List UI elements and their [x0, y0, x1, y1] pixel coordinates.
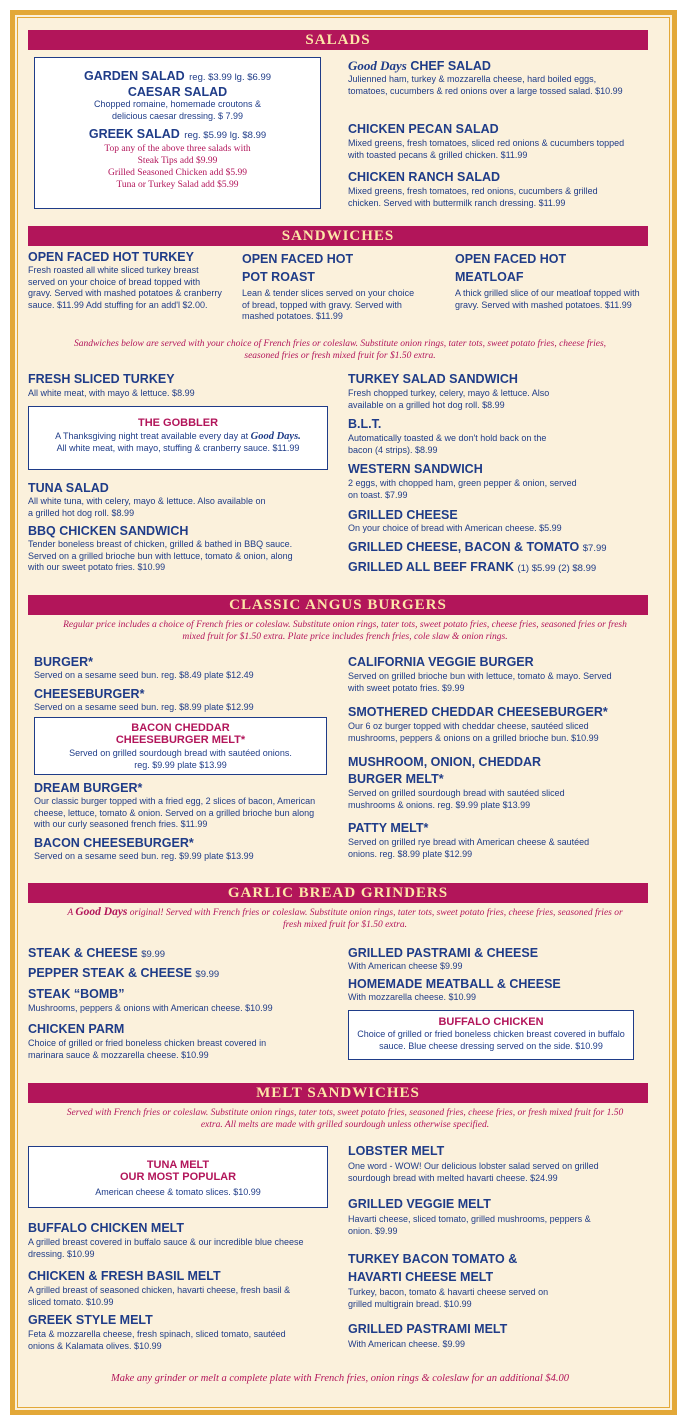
sandwiches-note: Sandwiches below are served with your choice of French fries or coleslaw. Substitute onion rings, tater tots, sweet potato fries, cheese fries, seasoned fries or fresh mixed fruit for $1.50 extra. [73, 339, 607, 361]
smothered-desc: Our 6 oz burger topped with cheddar cheese, sautéed sliced mushrooms, peppers & onions on a grilled brioche bun. $10.99 [348, 721, 599, 743]
burger-title: BURGER* [34, 655, 94, 669]
fresh-turkey-desc: All white meat, with mayo & lettuce. $8.99 [28, 388, 195, 398]
gobbler-desc-2: All white meat, with mayo, stuffing & cranberry sauce. $11.99 [56, 442, 300, 453]
grilled-cheese-title: GRILLED CHEESE [348, 508, 458, 522]
pepper-steak-price: $9.99 [195, 969, 220, 980]
footer-note: Make any grinder or melt a complete plate with French fries, onion rings & coleslaw for an additional $4.00 [110, 1373, 570, 1384]
greek-melt-desc: Feta & mozzarella cheese, fresh spinach, sliced tomato, sautéed onions & Kalamata olives. $10.99 [28, 1329, 286, 1351]
meatloaf-title: OPEN FACED HOT MEATLOAF [455, 252, 567, 284]
meatball-desc: With mozzarella cheese. $10.99 [348, 992, 477, 1002]
blt-title: B.L.T. [348, 417, 382, 431]
steak-cheese-price: $9.99 [141, 949, 166, 960]
caesar-desc: Chopped romaine, homemade croutons & delicious caesar dressing. $ 7.99 [93, 99, 262, 121]
gcbt-line [348, 540, 607, 554]
chef-title-line [348, 58, 491, 74]
western-desc: 2 eggs, with chopped ham, green pepper & onion, served on toast. $7.99 [348, 478, 577, 500]
buffalo-chicken-title: BUFFALO CHICKEN [438, 1016, 544, 1028]
bbq-title: BBQ CHICKEN SANDWICH [28, 524, 189, 538]
tuna-melt-desc: American cheese & tomato slices. $10.99 [95, 1187, 261, 1197]
salad-addon-2: Steak Tips add $9.99 [137, 156, 218, 166]
salad-addon-4: Tuna or Turkey Salad add $5.99 [116, 180, 239, 190]
garden-price: reg. $3.99 lg. $6.99 [189, 72, 272, 83]
basil-melt-title: CHICKEN & FRESH BASIL MELT [28, 1269, 221, 1283]
gobbler-box [28, 406, 328, 470]
pecan-title: CHICKEN PECAN SALAD [348, 122, 499, 136]
salads-header: SALADS [28, 30, 648, 50]
gcbt-price: $7.99 [582, 543, 607, 554]
dream-desc: Our classic burger topped with a fried egg, 2 slices of bacon, American cheese, lettuce, tomato & onion. Served on a grilled brioche bun along with our curly seasoned french fries. $11.99 [34, 796, 316, 829]
bbq-desc: Tender boneless breast of chicken, grilled & bathed in BBQ sauce. Served on a grilled brioche bun with lettuce, tomato & onion, along with our sweet potato fries. $10.99 [28, 539, 293, 572]
meatloaf-desc: A thick grilled slice of our meatloaf topped with gravy. Served with mashed potatoes. $11.99 [455, 288, 640, 310]
pastrami-melt-desc: With American cheese. $9.99 [348, 1339, 466, 1349]
turkey-bacon-melt-title: TURKEY BACON TOMATO & HAVARTI CHEESE MELT [348, 1252, 518, 1284]
ranch-title: CHICKEN RANCH SALAD [348, 170, 501, 184]
tuna-melt-box [28, 1146, 328, 1208]
pecan-desc: Mixed greens, fresh tomatoes, sliced red onions & cucumbers topped with toasted pecans & grilled chicken. $11.99 [348, 138, 625, 160]
bacon-cheeseburger-title: BACON CHEESEBURGER* [34, 836, 194, 850]
mushroom-title: MUSHROOM, ONION, CHEDDAR BURGER MELT* [348, 755, 542, 786]
gobbler-brand: Good Days. [250, 431, 301, 442]
tuna-melt-popular: OUR MOST POPULAR [119, 1171, 237, 1183]
buffalo-chicken-box [348, 1010, 634, 1060]
chef-desc: Julienned ham, turkey & mozzarella cheese, hard boiled eggs, tomatoes, cucumbers & red onions over a large tossed salad. $10.99 [348, 74, 623, 96]
steak-cheese-title: STEAK & CHEESE [28, 946, 138, 960]
grinders-note [60, 906, 630, 931]
greek-melt-title: GREEK STYLE MELT [28, 1313, 153, 1327]
hot-turkey-desc: Fresh roasted all white sliced turkey breast served on your choice of bread topped with gravy. Served with mashed potatoes & cranberry sauce. $11.99 Add stuffing for an add'l $2.00. [28, 265, 222, 310]
ranch-desc: Mixed greens, fresh tomatoes, red onions, cucumbers & grilled chicken. Served with buttermilk ranch dressing. $11.99 [348, 186, 598, 208]
steak-cheese-line [28, 946, 165, 960]
salad-addon-1: Top any of the above three salads with [104, 144, 251, 154]
pot-roast-title: OPEN FACED HOT POT ROAST [242, 252, 354, 284]
gobbler-desc-1: A Thanksgiving night treat available every day at [55, 431, 249, 441]
frank-line [348, 560, 596, 574]
meatball-title: HOMEMADE MEATBALL & CHEESE [348, 977, 561, 991]
good-days-logo: Good Days [348, 58, 407, 73]
garden-title: GARDEN SALAD [83, 69, 185, 83]
burgers-header: CLASSIC ANGUS BURGERS [28, 595, 648, 615]
grinders-note-b: original! Served with French fries or coleslaw. Substitute onion rings, tater tots, sweet potato fries, cheese fries, seasoned fries or fresh mixed fruit for $1.50 extra. [129, 908, 623, 930]
steak-bomb-desc: Mushrooms, peppers & onions with American cheese. $10.99 [28, 1003, 273, 1013]
grinders-header: GARLIC BREAD GRINDERS [28, 883, 648, 903]
bacon-cheddar-box [34, 717, 327, 775]
salad-addon-3: Grilled Seasoned Chicken add $5.99 [107, 168, 248, 178]
melts-note: Served with French fries or coleslaw. Substitute onion rings, tater tots, sweet potato fries, seasoned fries, cheese fries, or fresh mixed fruit for 1.50 extra. All melts are made with grilled sourdough unless otherwise specified. [66, 1108, 624, 1130]
mushroom-desc: Served on grilled sourdough bread with sautéed sliced mushrooms & onions. reg. $9.99 plate $13.99 [348, 788, 565, 810]
veggie-burger-title: CALIFORNIA VEGGIE BURGER [348, 655, 534, 669]
pastrami-melt-title: GRILLED PASTRAMI MELT [348, 1322, 508, 1336]
burger-desc: Served on a sesame seed bun. reg. $8.49 plate $12.49 [34, 670, 254, 680]
salads-box [34, 57, 321, 209]
grinders-note-a: A [67, 908, 73, 918]
smothered-title: SMOTHERED CHEDDAR CHEESEBURGER* [348, 705, 608, 719]
greek-price: reg. $5.99 lg. $8.99 [184, 130, 267, 141]
basil-melt-desc: A grilled breast of seasoned chicken, havarti cheese, fresh basil & sliced tomato. $10.99 [28, 1285, 291, 1307]
steak-bomb-title: STEAK “BOMB” [28, 987, 125, 1001]
pot-roast-desc: Lean & tender slices served on your choice of bread, topped with gravy. Served with mashed potatoes. $11.99 [242, 288, 415, 321]
frank-title: GRILLED ALL BEEF FRANK [348, 560, 514, 574]
patty-melt-desc: Served on grilled rye bread with American cheese & sautéed onions. reg. $8.99 plate $12.99 [348, 837, 590, 859]
pepper-steak-title: PEPPER STEAK & CHEESE [28, 966, 192, 980]
grinders-brand: Good Days [75, 906, 128, 918]
turkey-bacon-melt-desc: Turkey, bacon, tomato & havarti cheese served on grilled multigrain bread. $10.99 [348, 1287, 549, 1309]
buffalo-chicken-desc: Choice of grilled or fried boneless chicken breast covered in buffalo sauce. Blue cheese dressing served on the side. $10.99 [357, 1029, 625, 1051]
bcm-title-2: CHEESEBURGER MELT* [115, 734, 246, 746]
fresh-turkey-title: FRESH SLICED TURKEY [28, 372, 175, 386]
bcm-desc: Served on grilled sourdough bread with sautéed onions. [69, 748, 292, 758]
hot-turkey-title: OPEN FACED HOT TURKEY [28, 250, 194, 264]
cheeseburger-title: CHEESEBURGER* [34, 687, 145, 701]
veggie-burger-desc: Served on grilled brioche bun with lettuce, tomato & mayo. Served with sweet potato fries. $9.99 [348, 671, 612, 693]
blt-desc: Automatically toasted & we don't hold back on the bacon (4 strips). $8.99 [348, 433, 547, 455]
frank-price: (1) $5.99 (2) $8.99 [517, 563, 597, 574]
burgers-note: Regular price includes a choice of French fries or coleslaw. Substitute onion rings, tater tots, sweet potato fries, cheese fries, seasoned fries or fresh mixed fruit for $1.50 extra. Plate price includes french fries, cole slaw & onion rings. [63, 620, 627, 642]
gobbler-title: THE GOBBLER [137, 417, 219, 429]
gcbt-title: GRILLED CHEESE, BACON & TOMATO [348, 540, 580, 554]
tuna-salad-title: TUNA SALAD [28, 481, 109, 495]
chicken-parm-desc: Choice of grilled or fried boneless chicken breast covered in marinara sauce & mozzarella cheese. $10.99 [28, 1038, 267, 1060]
tuna-melt-title: TUNA MELT [146, 1159, 210, 1171]
melts-header: MELT SANDWICHES [28, 1083, 648, 1103]
pepper-steak-line [28, 966, 219, 980]
dream-title: DREAM BURGER* [34, 781, 143, 795]
turkey-salad-desc: Fresh chopped turkey, celery, mayo & lettuce. Also available on a grilled hot dog roll. $8.99 [348, 388, 550, 410]
buffalo-melt-desc: A grilled breast covered in buffalo sauce & our incredible blue cheese dressing. $10.99 [28, 1237, 304, 1259]
grilled-cheese-desc: On your choice of bread with American cheese. $5.99 [348, 523, 562, 533]
pastrami-cheese-title: GRILLED PASTRAMI & CHEESE [348, 946, 539, 960]
chicken-parm-title: CHICKEN PARM [28, 1022, 125, 1036]
caesar-title: CAESAR SALAD [127, 85, 228, 99]
bcm-title-1: BACON CHEDDAR [131, 722, 230, 734]
sandwiches-header: SANDWICHES [28, 226, 648, 246]
chef-title: CHEF SALAD [410, 59, 491, 73]
patty-melt-title: PATTY MELT* [348, 821, 429, 835]
tuna-salad-desc: All white tuna, with celery, mayo & lettuce. Also available on a grilled hot dog roll. $8.99 [28, 496, 266, 518]
western-title: WESTERN SANDWICH [348, 462, 483, 476]
lobster-melt-desc: One word - WOW! Our delicious lobster salad served on grilled sourdough bread with melted havarti cheese. $24.99 [348, 1161, 599, 1183]
bcm-price: reg. $9.99 plate $13.99 [134, 759, 227, 770]
buffalo-melt-title: BUFFALO CHICKEN MELT [28, 1221, 185, 1235]
lobster-melt-title: LOBSTER MELT [348, 1144, 445, 1158]
cheeseburger-desc: Served on a sesame seed bun. reg. $8.99 plate $12.99 [34, 702, 254, 712]
greek-title: GREEK SALAD [88, 127, 180, 141]
veggie-melt-title: GRILLED VEGGIE MELT [348, 1197, 491, 1211]
veggie-melt-desc: Havarti cheese, sliced tomato, grilled mushrooms, peppers & onion. $9.99 [348, 1214, 591, 1236]
pastrami-cheese-desc: With American cheese $9.99 [348, 961, 463, 971]
turkey-salad-title: TURKEY SALAD SANDWICH [348, 372, 518, 386]
bacon-cheeseburger-desc: Served on a sesame seed bun. reg. $9.99 plate $13.99 [34, 851, 254, 861]
